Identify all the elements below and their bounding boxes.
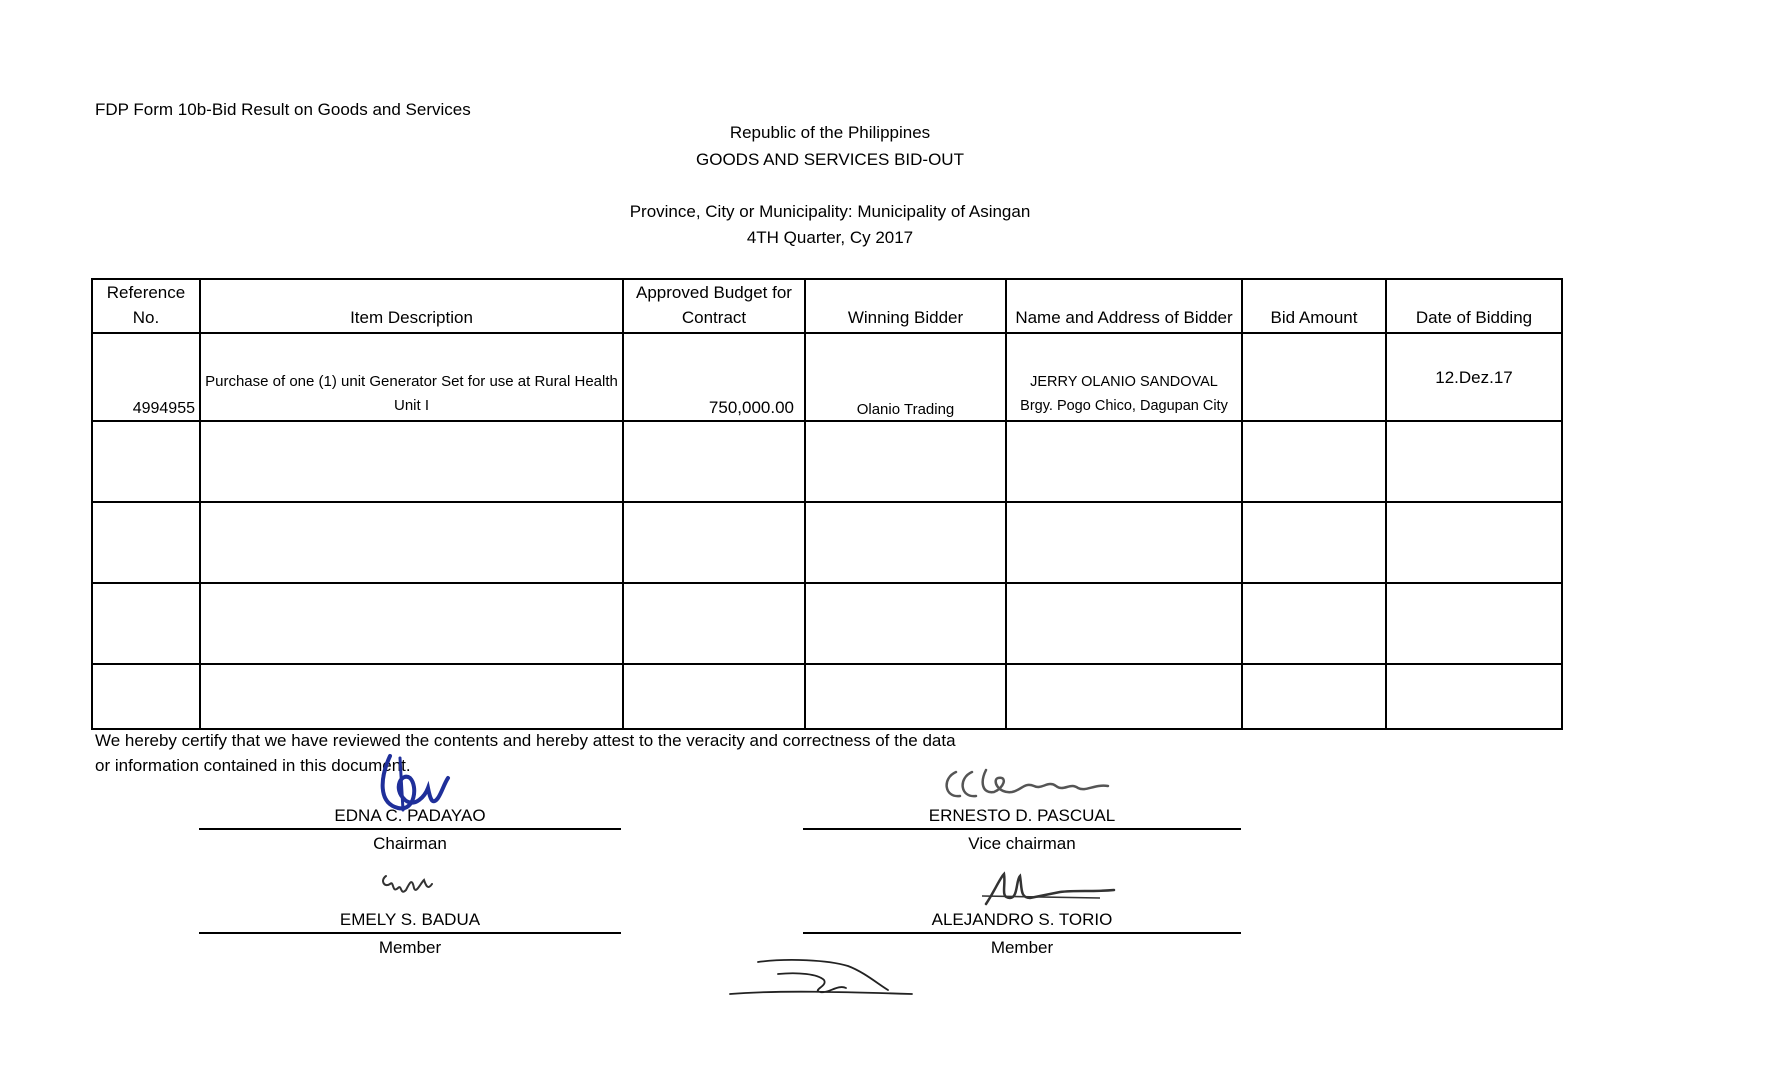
- bidder-name: JERRY OLANIO SANDOVAL: [1030, 374, 1218, 390]
- cell-reference: 4994955: [92, 333, 200, 421]
- bid-results-table: [91, 278, 1563, 730]
- cell-winning-bidder: Olanio Trading: [805, 333, 1006, 421]
- header-municipality: Province, City or Municipality: Municipality of Asingan: [629, 202, 1031, 221]
- col-header-winning-bidder: Winning Bidder: [805, 279, 1006, 333]
- col-header-name-address: Name and Address of Bidder: [1006, 279, 1242, 333]
- signatory-role: Vice chairman: [968, 834, 1076, 853]
- signatory-name: ERNESTO D. PASCUAL: [803, 804, 1241, 830]
- header-title: GOODS AND SERVICES BID-OUT: [696, 150, 964, 169]
- table-header-row: [92, 279, 1562, 333]
- header-republic: Republic of the Philippines: [729, 123, 931, 142]
- certification-line-1: We hereby certify that we have reviewed the contents and hereby attest to the veracity and correctness of the data: [95, 731, 956, 750]
- header-quarter: 4TH Quarter, Cy 2017: [746, 228, 914, 247]
- table-row-empty: [92, 421, 1562, 502]
- cell-approved-budget: 750,000.00: [623, 333, 805, 421]
- signatory-role: Member: [378, 938, 442, 957]
- col-header-reference: Reference No.: [92, 279, 200, 333]
- signatory-name: ALEJANDRO S. TORIO: [803, 908, 1241, 934]
- table-row-empty: [92, 664, 1562, 729]
- signature-extra-icon: [728, 954, 914, 998]
- signature-member-1-icon: [378, 866, 434, 902]
- cell-name-address: [1006, 333, 1242, 421]
- cell-description: Purchase of one (1) unit Generator Set for use at Rural Health Unit I: [200, 333, 623, 421]
- signature-member-2-icon: [980, 868, 1120, 912]
- form-code: FDP Form 10b-Bid Result on Goods and Services: [95, 100, 471, 119]
- signatory-member-2: [803, 908, 1241, 958]
- certification-text: [95, 728, 1195, 778]
- signatory-chairman: [199, 804, 621, 854]
- bidder-address: Brgy. Pogo Chico, Dagupan City: [1020, 398, 1228, 414]
- signatory-role: Member: [990, 938, 1054, 957]
- col-header-bid-amount: Bid Amount: [1242, 279, 1386, 333]
- col-header-approved-budget: Approved Budget for Contract: [623, 279, 805, 333]
- col-header-description: Item Description: [200, 279, 623, 333]
- table-row-empty: [92, 502, 1562, 583]
- cell-date: 12.Dez.17: [1386, 333, 1562, 421]
- signatory-role: Chairman: [373, 834, 447, 853]
- signatory-vice-chairman: [803, 804, 1241, 854]
- table-row-empty: [92, 583, 1562, 664]
- signatory-name: EDNA C. PADAYAO: [199, 804, 621, 830]
- certification-line-2: or information contained in this document.: [95, 756, 411, 775]
- cell-bid-amount: [1242, 333, 1386, 421]
- table-row: [92, 333, 1562, 421]
- col-header-date: Date of Bidding: [1386, 279, 1562, 333]
- signatory-member-1: [199, 908, 621, 958]
- signatory-name: EMELY S. BADUA: [199, 908, 621, 934]
